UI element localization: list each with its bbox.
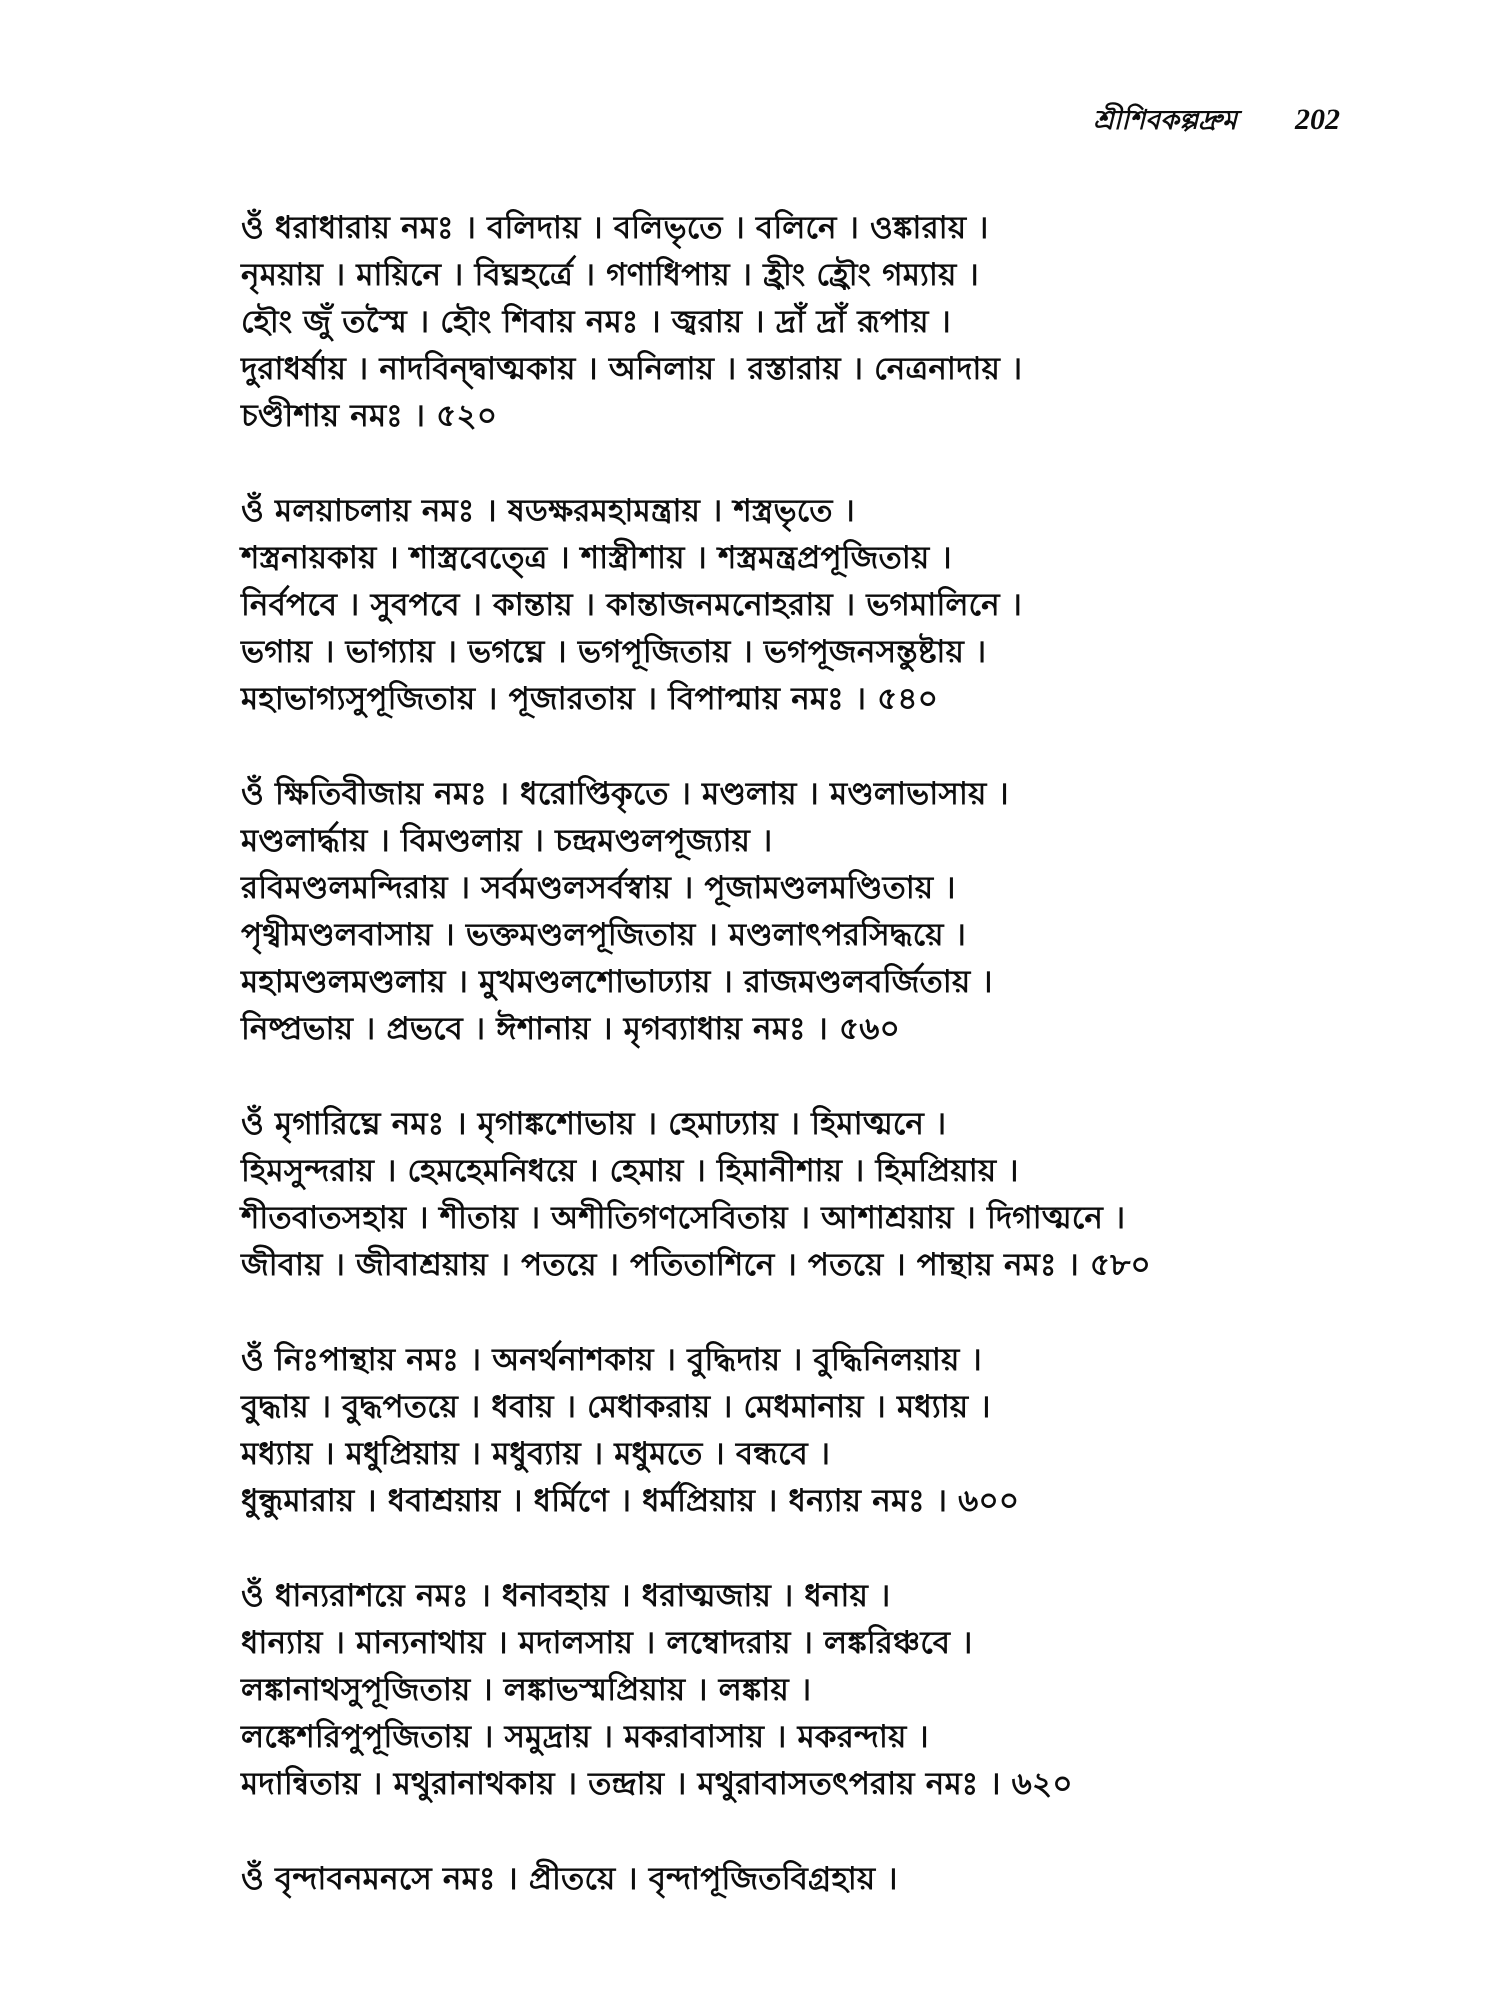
verse-line: মদান্বিতায় । মথুরানাথকায় । তন্দ্রায় । মথুরাবাসতৎপরায় নমঃ । ৬২০ [241,1766,1073,1802]
verse-line: জীবায় । জীবাশ্রয়ায় । পতয়ে । পতিতাশিনে । পতয়ে । পান্থায় নমঃ । ৫৮০ [241,1247,1151,1283]
verse-line: বুদ্ধায় । বুদ্ধপতয়ে । ধবায় । মেধাকরায় । মেধমানায় । মধ্যায় । [241,1389,991,1425]
verse-line: ধুন্ধুমারায় । ধবাশ্রয়ায় । ধর্মিণে । ধর্মপ্রিয়ায় । ধন্যায় নমঃ । ৬০০ [241,1483,1020,1519]
verse-body [241,205,1361,1951]
verse-line: ওঁ ক্ষিতিবীজায় নমঃ । ধরোপ্তিকৃতে । মণ্ডলায় । মণ্ডলাভাসায় । [241,776,1009,812]
verse-line: মণ্ডলার্দ্ধায় । বিমণ্ডলায় । চন্দ্রমণ্ডলপূজ্যায় । [241,823,773,859]
verse-line: ওঁ বৃন্দাবনমনসে নমঃ । প্রীতয়ে । বৃন্দাপূজিতবিগ্রহায় । [241,1861,898,1897]
verse-line: মহাভাগ্যসুপূজিতায় । পূজারতায় । বিপাপ্মায় নমঃ । ৫৪০ [241,681,939,717]
verse-line: শীতবাতসহায় । শীতায় । অশীতিগণসেবিতায় । আশাশ্রয়ায় । দিগাত্মনে । [241,1200,1126,1236]
verse-line: লঙ্কেশরিপুপূজিতায় । সমুদ্রায় । মকরাবাসায় । মকরন্দায় । [241,1719,929,1755]
verse-line: মহামণ্ডলমণ্ডলায় । মুখমণ্ডলশোভাঢ্যায় । রাজমণ্ডলবর্জিতায় । [241,964,993,1000]
verse-line: ওঁ নিঃপান্থায় নমঃ । অনর্থনাশকায় । বুদ্ধিদায় । বুদ্ধিনিলয়ায় । [241,1342,982,1378]
verse-line: শস্ত্রনায়কায় । শাস্ত্রবেত্ত্রে । শাস্ত্রীশায় । শস্ত্রমন্ত্রপ্রপূজিতায় । [241,540,952,576]
running-title: শ্রীশিবকল্পদ্রুম [1093,105,1237,136]
page-number: 202 [1295,103,1340,136]
verse-line: মধ্যায় । মধুপ্রিয়ায় । মধুব্যায় । মধুমতে । বন্ধবে । [241,1436,831,1472]
verse-line: পৃথ্বীমণ্ডলবাসায় । ভক্তমণ্ডলপূজিতায় । মণ্ডলাৎপরসিদ্ধয়ে । [241,917,966,953]
verse-line: নিষ্প্রভায় । প্রভবে । ঈশানায় । মৃগব্যাধায় নমঃ । ৫৬০ [241,1011,900,1047]
verse-line: ভগায় । ভাগ্যায় । ভগঘ্নে । ভগপূজিতায় । ভগপূজনসন্তুষ্টায় । [241,634,987,670]
verse-line: দুরাধর্ষায় । নাদবিন্দ্বাত্মকায় । অনিলায় । রস্তারায় । নেত্রনাদায় । [241,351,1023,387]
verse-line: ধান্যায় । মান্যনাথায় । মদালসায় । লম্বোদরায় । লঙ্করিঞ্চবে । [241,1625,973,1661]
verse-line: রবিমণ্ডলমন্দিরায় । সর্বমণ্ডলসর্বস্বায় । পূজামণ্ডলমণ্ডিতায় । [241,870,956,906]
stanza-600 [241,1337,1361,1525]
verse-line: নির্বপবে । সুবপবে । কান্তায় । কান্তাজনমনোহরায় । ভগমালিনে । [241,587,1023,623]
stanza-560 [241,771,1361,1053]
verse-line: নৃময়ায় । মায়িনে । বিঘ্নহর্ত্রে । গণাধিপায় । হ্রীং হ্রৌং গম্যায় । [241,257,979,293]
verse-line: হিমসুন্দরায় । হেমহেমনিধয়ে । হেমায় । হিমানীশায় । হিমপ্রিয়ায় । [241,1153,1019,1189]
verse-line: হৌং জুঁ তস্মৈ । হৌং শিবায় নমঃ । জ্বরায় । দ্রাঁ দ্রাঁ রূপায় । [241,304,951,340]
verse-line: ওঁ মলয়াচলায় নমঃ । ষডক্ষরমহামন্ত্রায় । শস্ত্রভৃতে । [241,493,855,529]
stanza-580 [241,1101,1361,1289]
stanza-540 [241,488,1361,723]
stanza-520 [241,205,1361,440]
stanza-next [241,1856,1361,1903]
verse-line: ওঁ মৃগারিঘ্নে নমঃ । মৃগাঙ্কশোভায় । হেমাঢ্যায় । হিমাত্মনে । [241,1106,947,1142]
verse-line: ওঁ ধান্যরাশয়ে নমঃ । ধনাবহায় । ধরাত্মজায় । ধনায় । [241,1578,891,1614]
verse-line: ওঁ ধরাধারায় নমঃ । বলিদায় । বলিভৃতে । বলিনে । ওঙ্কারায় । [241,210,989,246]
verse-line: লঙ্কানাথসুপূজিতায় । লঙ্কাভস্মপ্রিয়ায় । লঙ্কায় । [241,1672,812,1708]
stanza-620 [241,1573,1361,1808]
running-header [920,100,1340,145]
verse-line: চণ্ডীশায় নমঃ । ৫২০ [241,398,498,434]
